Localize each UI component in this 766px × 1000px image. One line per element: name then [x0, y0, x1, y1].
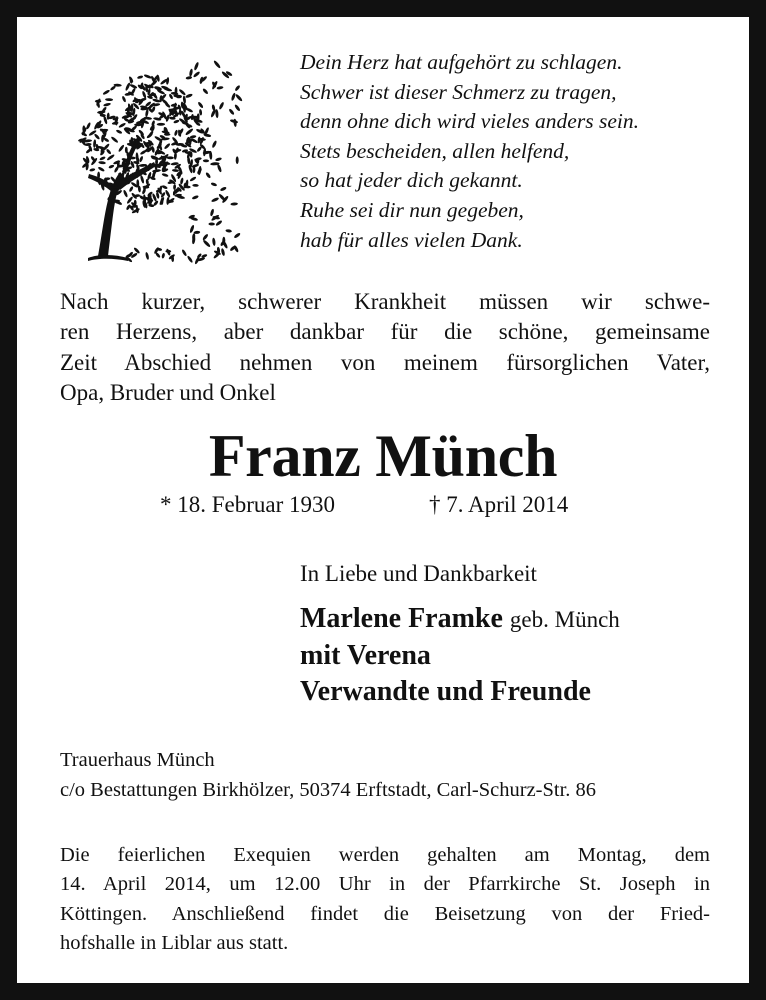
funeral-details-line: Die feierlichen Exequien werden gehalten am Montag, dem: [60, 844, 710, 866]
birth-date: * 18. Februar 1930: [160, 492, 336, 517]
primary-mourner-name: Marlene Framke: [300, 603, 503, 634]
primary-mourner-nee: geb. Münch: [509, 607, 620, 632]
intro-paragraph: [60, 287, 710, 408]
intro-line: Nach kurzer, schwerer Krankheit müssen wir schwe-: [60, 289, 710, 314]
mourner-line: Verwandte und Freunde: [300, 676, 591, 707]
deceased-name: Franz Münch: [208, 423, 558, 489]
poem: [300, 48, 740, 255]
intro-line: Opa, Bruder und Onkel: [60, 379, 276, 405]
poem-line: Dein Herz hat aufgehört zu schlagen.: [300, 50, 623, 74]
poem-line: Schwer ist dieser Schmerz zu tragen,: [300, 79, 617, 104]
address-line: Trauerhaus Münch: [60, 749, 215, 771]
wind-blown-tree-icon: [58, 44, 244, 266]
mourner-line: mit Verena: [300, 640, 431, 671]
funeral-details-line: 14. April 2014, um 12.00 Uhr in der Pfarrkirche St. Joseph in: [60, 873, 710, 896]
death-date: † 7. April 2014: [429, 492, 569, 517]
funeral-details-line: hofshalle in Liblar aus statt.: [60, 931, 289, 954]
poem-line: Stets bescheiden, allen helfend,: [300, 138, 570, 163]
mourning-house-address: [60, 746, 596, 805]
mourner-line-primary: [300, 601, 740, 638]
intro-line: ren Herzens, aber dankbar für die schöne, gemeinsame: [60, 319, 710, 345]
funeral-details-paragraph: [60, 841, 710, 958]
funeral-details-line: Köttingen. Anschließend findet die Beisetzung von der Fried-: [60, 902, 710, 925]
poem-line: hab für alles vielen Dank.: [300, 227, 523, 252]
poem-line: Ruhe sei dir nun gegeben,: [300, 197, 524, 222]
address-line: c/o Bestattungen Birkhölzer, 50374 Erftstadt, Carl-Schurz-Str. 86: [60, 778, 597, 801]
intro-line: Zeit Abschied nehmen von meinem fürsorglichen Vater,: [60, 349, 710, 375]
poem-line: so hat jeder dich gekannt.: [300, 168, 523, 193]
poem-line: denn ohne dich wird vieles anders sein.: [300, 109, 639, 134]
mourners-list: [300, 601, 740, 710]
mourners-preface: In Liebe und Dankbarkeit: [300, 561, 537, 586]
